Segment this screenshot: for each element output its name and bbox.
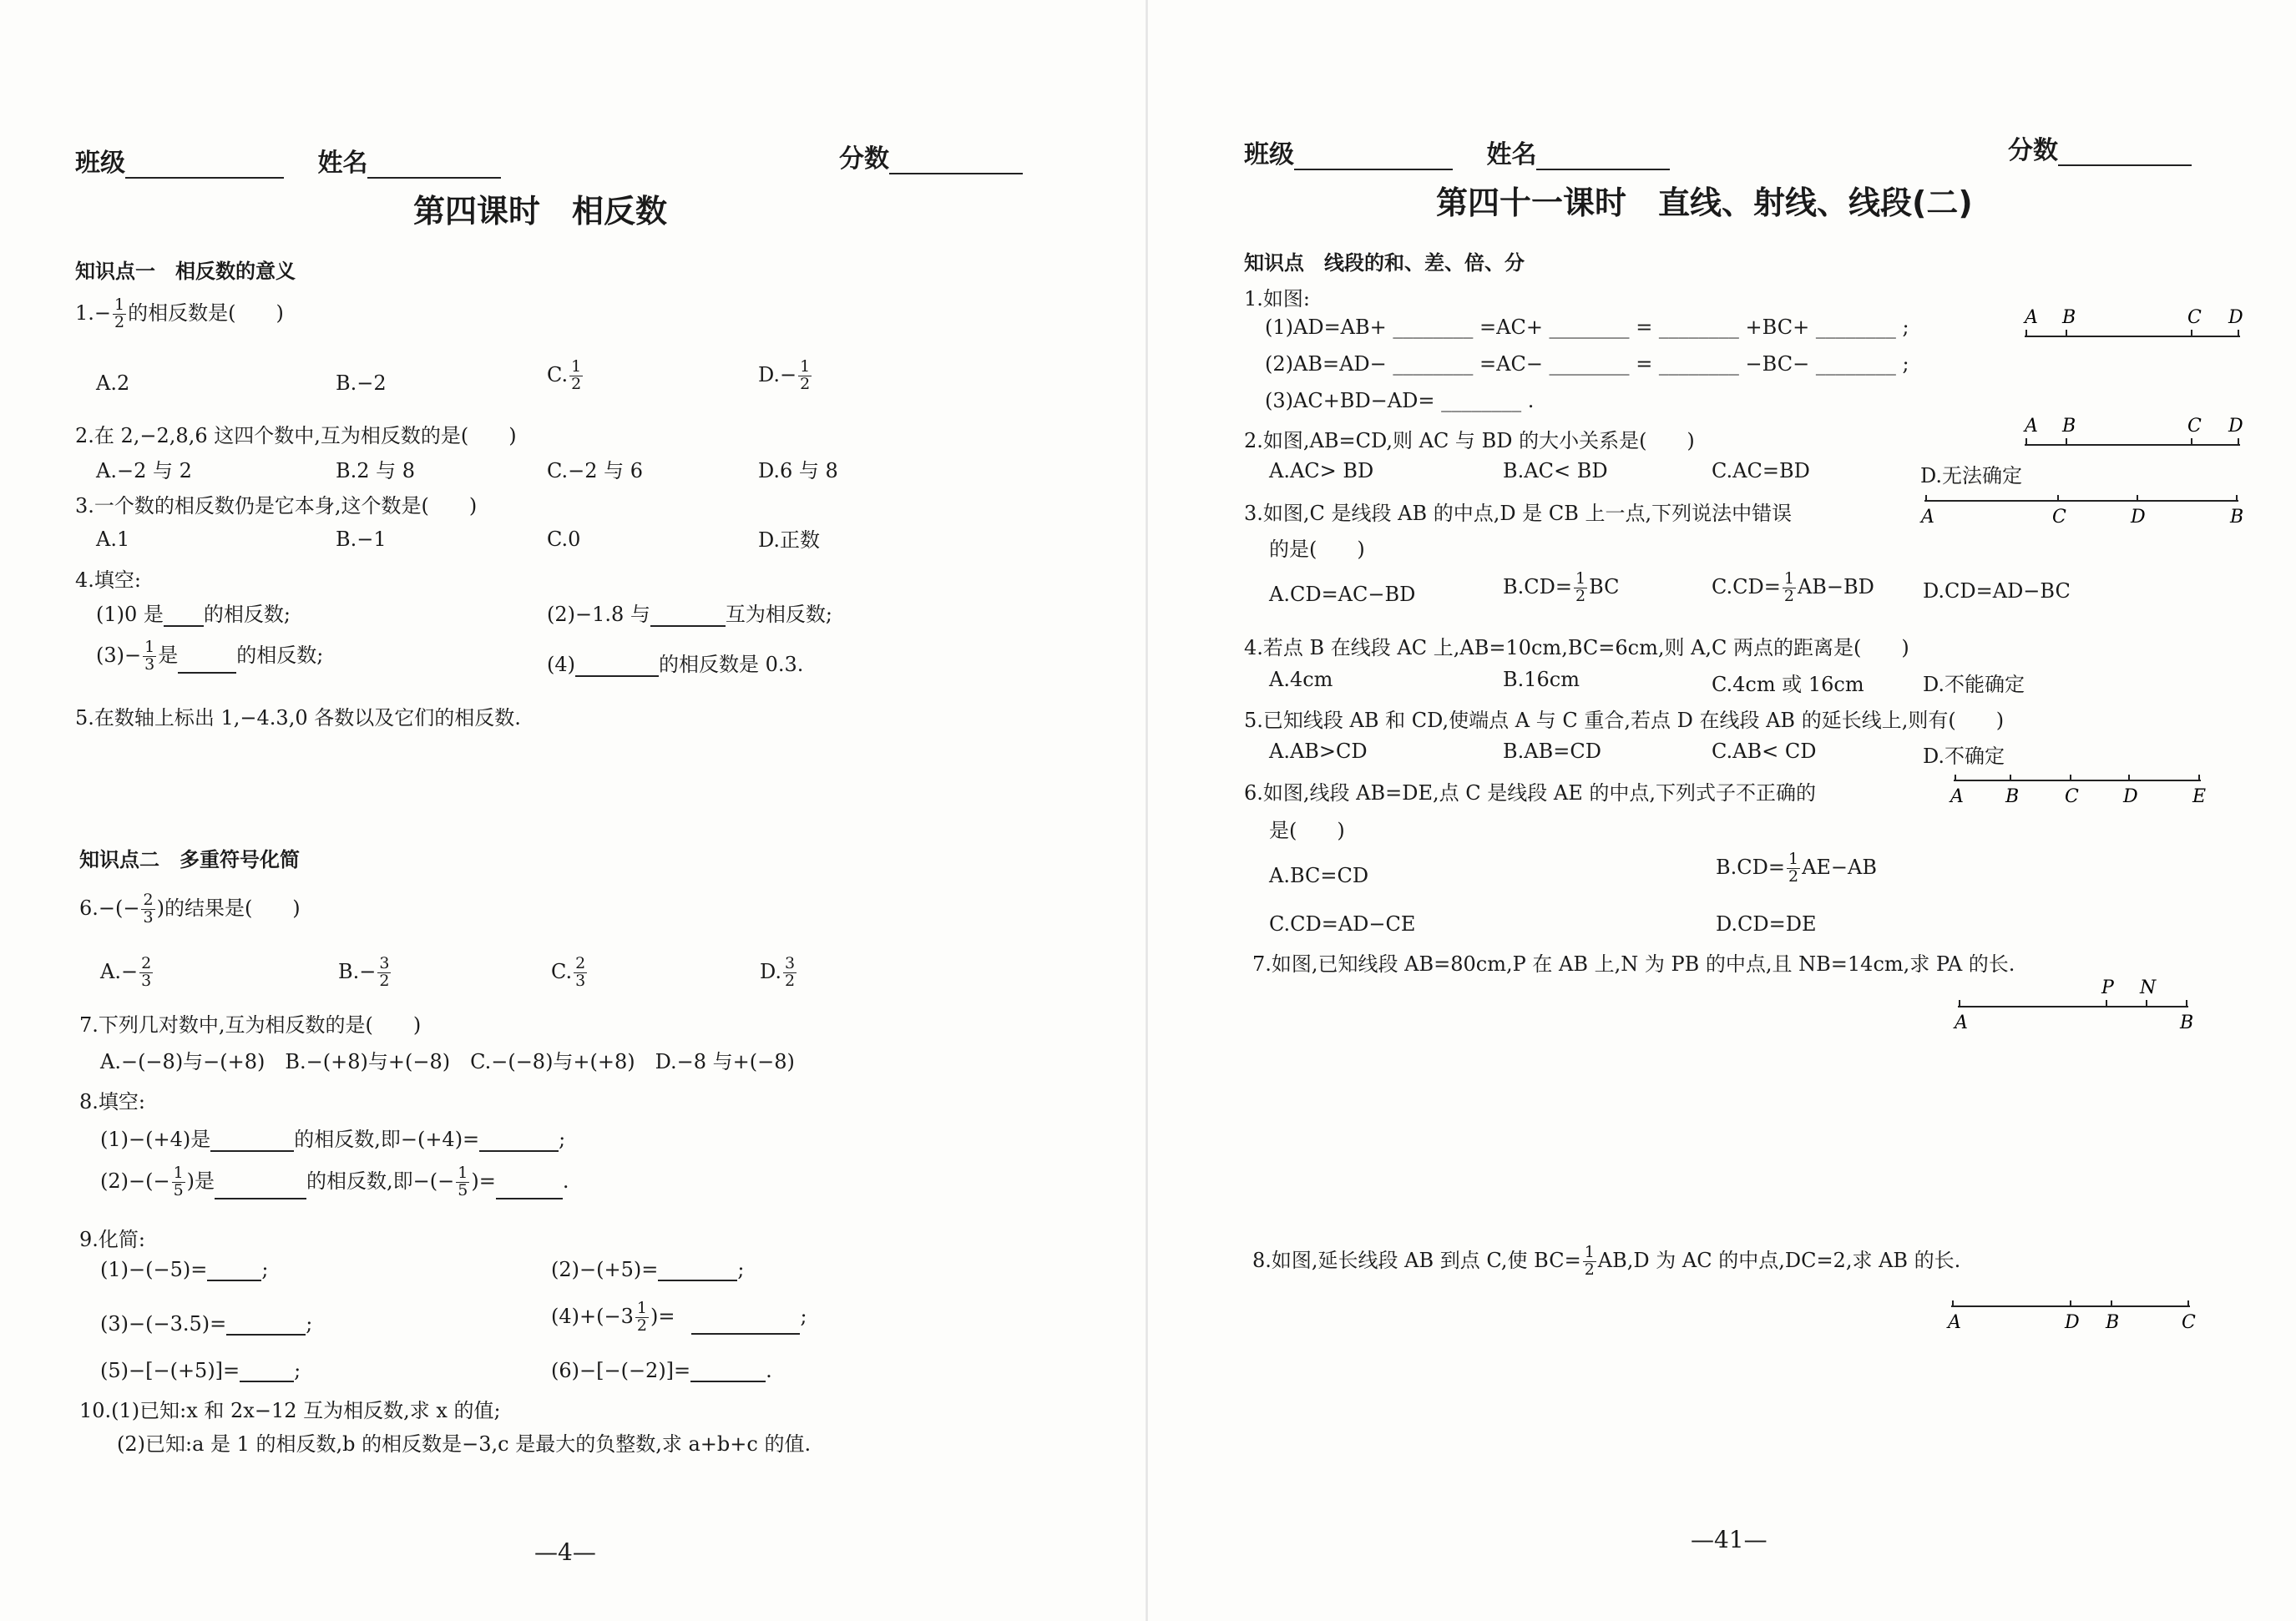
point-label: C (2052, 507, 2066, 528)
fraction (574, 956, 587, 990)
segment-diagram-q1 (2025, 305, 2242, 350)
question-10-part-2: (2)已知:a 是 1 的相反数,b 的相反数是−3,c 是最大的负整数,求 a+b+c 的值. (117, 1432, 812, 1456)
segment-svg (1948, 1298, 2196, 1340)
point-label: A (1948, 1312, 1961, 1333)
frac-num: 1 (114, 295, 125, 315)
q4-p3-b: 是 (158, 644, 179, 667)
semicolon: ; (294, 1359, 301, 1382)
q4-p4-b: 的相反数是 0.3. (659, 653, 804, 676)
q9-p3: (3)−(−3.5)= (100, 1312, 227, 1336)
fraction (139, 956, 153, 990)
answer-blank[interactable] (226, 1334, 306, 1336)
q6-d-label: D. (760, 959, 782, 983)
q8-p2-b: )是 (186, 1169, 215, 1193)
segment-svg (2025, 305, 2242, 346)
score-blank[interactable] (889, 173, 1023, 174)
q9-part-2 (551, 1258, 744, 1281)
q9-part-1 (100, 1258, 268, 1281)
question-7: 7.下列几对数中,互为相反数的是( ) (79, 1013, 422, 1037)
q3-option-b[interactable]: B.−1 (336, 528, 387, 551)
q4-part-4 (547, 648, 803, 677)
segment-diagram-q6 (1950, 772, 2207, 817)
q4-p1-a: (1)0 是 (96, 603, 164, 626)
q2-option-b[interactable]: B.2 与 8 (336, 459, 416, 482)
segment-svg (1921, 492, 2244, 534)
q5-option-c[interactable]: C.AB< CD (1712, 740, 1817, 763)
right-page (1148, 0, 2296, 1621)
frac-den: 2 (785, 971, 796, 990)
q6-option-d[interactable] (760, 956, 798, 990)
fraction (113, 297, 126, 331)
q6-option-c[interactable] (551, 956, 589, 990)
q8-part-a: 8.如图,延长线段 AB 到点 C,使 BC= (1252, 1249, 1581, 1272)
q3-option-d[interactable]: D.正数 (758, 528, 821, 552)
name-blank[interactable] (367, 177, 501, 179)
q9-part-6 (551, 1359, 772, 1382)
question-10-part-1: 10.(1)已知:x 和 2x−12 互为相反数,求 x 的值; (79, 1399, 501, 1422)
name-label: 姓名 (317, 149, 368, 178)
q3-b-expr: BC (1589, 574, 1620, 598)
segment-diagram-q3 (1921, 492, 2244, 538)
point-label: A (2025, 307, 2038, 328)
q9-p1: (1)−(−5)= (100, 1258, 208, 1281)
q2-option-d[interactable]: D.6 与 8 (758, 459, 838, 482)
question-8: 8.填空: (79, 1090, 145, 1113)
segment-svg (2025, 413, 2242, 455)
q8-p2-e: . (562, 1169, 569, 1193)
q6-option-d[interactable]: D.CD=DE (1716, 912, 1817, 936)
name-blank[interactable] (1536, 169, 1670, 170)
q8-part-b: AB,D 为 AC 的中点,DC=2,求 AB 的长. (1597, 1249, 1961, 1272)
q9-part-4 (551, 1300, 807, 1335)
frac-num: 1 (800, 357, 811, 376)
segment-diagram-q7 (1955, 977, 2194, 1038)
q4-option-d[interactable]: D.不能确定 (1923, 673, 2025, 696)
question-3: 3.一个数的相反数仍是它本身,这个数是( ) (75, 494, 478, 518)
q1-option-d[interactable] (758, 359, 813, 393)
q5-option-b[interactable]: B.AB=CD (1503, 740, 1601, 763)
q6-option-a[interactable]: A.BC=CD (1269, 864, 1369, 887)
class-label: 班级 (1244, 140, 1294, 169)
q8-part-2 (100, 1164, 569, 1199)
question-1: 1.如图: (1244, 287, 1310, 311)
q9-p4-b: )= (650, 1304, 675, 1328)
segment-svg (1955, 977, 2194, 1035)
class-label: 班级 (75, 149, 125, 178)
q1-line-1: (1)AD=AB+ ________ =AC+ ________ = ________ +BC+ ________ ; (1265, 316, 1909, 339)
q6-b-expr: AE−AB (1802, 855, 1878, 879)
score-label: 分数 (2008, 136, 2058, 165)
q4-option-b[interactable]: B.16cm (1503, 668, 1580, 691)
frac-num: 3 (785, 954, 796, 972)
fraction (143, 639, 156, 674)
page-title: 第四课时 相反数 (413, 193, 668, 230)
point-label: C (2187, 416, 2202, 437)
point-label: B (2230, 507, 2244, 528)
fraction (377, 956, 391, 990)
frac-den: 3 (575, 971, 586, 990)
q4-p2-a: (2)−1.8 与 (547, 603, 650, 626)
score-blank[interactable] (2058, 164, 2192, 166)
question-5: 5.已知线段 AB 和 CD,使端点 A 与 C 重合,若点 D 在线段 AB 的延长线上,则有( ) (1244, 709, 2005, 732)
q1-d-label: D.− (758, 362, 797, 386)
fraction (783, 956, 797, 990)
q6-stem-post: )的结果是( ) (156, 896, 301, 920)
fraction (172, 1165, 185, 1199)
q9-p4-a: (4)+(−3 (551, 1304, 634, 1328)
page-number: —41— (1691, 1526, 1768, 1553)
frac-num: 1 (1783, 569, 1794, 588)
question-8 (1252, 1244, 1960, 1279)
q7-options[interactable]: A.−(−8)与−(+8) B.−(+8)与+(−8) C.−(−8)与+(+8) D.−8 与+(−8) (100, 1050, 795, 1073)
question-2: 2.如图,AB=CD,则 AC 与 BD 的大小关系是( ) (1244, 429, 1695, 452)
question-9: 9.化简: (79, 1228, 145, 1251)
score-row (2008, 129, 2192, 166)
header-row (1244, 134, 1670, 170)
fraction (1787, 851, 1800, 886)
frac-num: 1 (144, 638, 155, 657)
question-6 (79, 891, 301, 927)
frac-den: 2 (636, 1315, 647, 1335)
fraction (798, 359, 812, 393)
question-3-line-1: 3.如图,C 是线段 AB 的中点,D 是 CB 上一点,下列说法中错误 (1244, 502, 1793, 525)
q8-p1-a: (1)−(+4)是 (100, 1128, 211, 1151)
q6-option-b[interactable] (1716, 851, 1877, 886)
semicolon: ; (306, 1312, 313, 1336)
frac-num: 1 (1788, 850, 1799, 868)
question-3-line-2: 的是( ) (1269, 538, 1365, 561)
frac-den: 2 (379, 971, 390, 990)
answer-blank[interactable] (164, 625, 204, 627)
question-2: 2.在 2,−2,8,6 这四个数中,互为相反数的是( ) (75, 424, 517, 447)
point-label: D (2065, 1312, 2080, 1333)
q6-option-a[interactable] (100, 956, 154, 990)
segment-diagram-q2 (2025, 413, 2242, 458)
frac-num: 1 (1584, 1243, 1595, 1262)
q6-option-b[interactable] (338, 956, 392, 990)
frac-num: 1 (173, 1164, 184, 1183)
point-label: A (1950, 786, 1964, 807)
frac-num: 1 (458, 1164, 468, 1183)
point-label: B (2005, 786, 2020, 807)
frac-den: 2 (1783, 586, 1794, 605)
frac-den: 2 (1584, 1260, 1595, 1279)
question-6-line-2: 是( ) (1269, 819, 1345, 842)
answer-blank[interactable] (575, 675, 659, 677)
fraction (1783, 571, 1796, 605)
answer-blank[interactable] (240, 1381, 294, 1382)
q1-stem-post: 的相反数是( ) (128, 301, 284, 325)
q2-option-a[interactable]: A.−2 与 2 (96, 459, 192, 482)
answer-blank[interactable] (479, 1150, 559, 1152)
semicolon: ; (737, 1258, 745, 1281)
fraction (1574, 571, 1587, 605)
point-label: B (2180, 1012, 2194, 1033)
frac-num: 2 (143, 891, 154, 910)
q6-option-c[interactable]: C.CD=AD−CE (1269, 912, 1416, 936)
point-label: E (2192, 786, 2207, 807)
q6-b-label: B.− (338, 959, 377, 983)
q5-option-a[interactable]: A.AB>CD (1269, 740, 1368, 763)
q3-option-c[interactable] (1712, 571, 1874, 605)
point-label: A (2025, 416, 2038, 437)
q1-option-c[interactable] (547, 359, 584, 393)
q9-part-3 (100, 1312, 312, 1336)
answer-blank[interactable] (178, 672, 236, 674)
q2-option-c[interactable]: C.AC=BD (1712, 459, 1810, 482)
frac-den: 3 (144, 655, 155, 674)
question-5: 5.在数轴上标出 1,−4.3,0 各数以及它们的相反数. (75, 706, 521, 730)
class-blank[interactable] (125, 177, 284, 179)
point-label: C (2065, 786, 2079, 807)
q1-line-2: (2)AB=AD− ________ =AC− ________ = ________ −BC− ________ ; (1265, 352, 1909, 376)
answer-blank[interactable] (690, 1381, 766, 1382)
q4-option-a[interactable]: A.4cm (1269, 668, 1333, 691)
point-label: P (2101, 977, 2114, 998)
q8-part-1 (100, 1123, 565, 1152)
q1-c-label: C. (547, 362, 569, 386)
point-label: B (2106, 1312, 2120, 1333)
question-4: 4.填空: (75, 568, 141, 592)
frac-den: 2 (1575, 586, 1586, 605)
q8-p2-a: (2)−(− (100, 1169, 170, 1193)
frac-den: 2 (800, 374, 811, 393)
question-1 (75, 296, 284, 331)
frac-den: 3 (143, 908, 154, 927)
point-label: B (2062, 416, 2076, 437)
period: . (766, 1359, 772, 1382)
q4-p4-a: (4) (547, 653, 575, 676)
q2-option-a[interactable]: A.AC> BD (1269, 459, 1374, 482)
frac-den: 3 (141, 971, 152, 990)
question-4: 4.若点 B 在线段 AC 上,AB=10cm,BC=6cm,则 A,C 两点的距离是( ) (1244, 636, 1909, 659)
section-title-2: 知识点二 多重符号化简 (79, 848, 300, 871)
q8-p1-c: ; (559, 1128, 566, 1151)
frac-den: 2 (571, 374, 582, 393)
semicolon: ; (800, 1304, 807, 1328)
name-label: 姓名 (1486, 140, 1537, 169)
frac-num: 1 (571, 357, 582, 376)
frac-num: 1 (636, 1299, 647, 1317)
answer-blank[interactable] (215, 1198, 306, 1199)
section-title: 知识点 线段的和、差、倍、分 (1244, 251, 1525, 275)
point-label: C (2182, 1312, 2196, 1333)
point-label: B (2062, 307, 2076, 328)
page-number: —4— (534, 1538, 596, 1566)
q9-p2: (2)−(+5)= (551, 1258, 659, 1281)
score-row (839, 138, 1023, 174)
q1-stem-pre: 1.− (75, 301, 112, 325)
point-label: A (1955, 1012, 1968, 1033)
q8-p2-c: 的相反数,即−(− (306, 1169, 455, 1193)
q8-p2-d: )= (471, 1169, 496, 1193)
q5-option-d[interactable]: D.不确定 (1923, 745, 2005, 768)
q3-c-expr: AB−BD (1797, 574, 1874, 598)
point-label: A (1921, 507, 1934, 528)
answer-blank[interactable] (650, 625, 726, 627)
score-label: 分数 (839, 144, 889, 174)
q4-p1-b: 的相反数; (203, 603, 291, 626)
frac-den: 2 (1788, 866, 1799, 886)
point-label: D (2228, 416, 2243, 437)
q4-option-c[interactable]: C.4cm 或 16cm (1712, 673, 1864, 696)
q6-a-label: A.− (100, 959, 139, 983)
q3-option-c[interactable]: C.0 (547, 528, 581, 551)
answer-blank[interactable] (691, 1333, 800, 1335)
q2-option-b[interactable]: B.AC< BD (1503, 459, 1608, 482)
q2-option-d[interactable]: D.无法确定 (1920, 464, 2023, 487)
q3-option-a[interactable]: A.CD=AC−BD (1269, 583, 1416, 606)
q3-c-label: C.CD= (1712, 574, 1781, 598)
q4-p2-b: 互为相反数; (725, 603, 832, 626)
point-label: D (2123, 786, 2138, 807)
frac-num: 2 (141, 954, 152, 972)
q4-part-3 (96, 639, 323, 674)
q1-option-b[interactable]: B.−2 (336, 371, 387, 395)
fraction (456, 1165, 469, 1199)
q8-p1-b: 的相反数,即−(+4)= (294, 1128, 480, 1151)
q3-option-b[interactable] (1503, 571, 1620, 605)
frac-num: 1 (1575, 569, 1586, 588)
q6-stem-pre: 6.−(− (79, 896, 140, 920)
q9-part-5 (100, 1359, 301, 1382)
frac-num: 2 (575, 954, 586, 972)
fraction (569, 359, 583, 393)
q3-option-d[interactable]: D.CD=AD−BC (1923, 579, 2071, 603)
segment-diagram-q8 (1948, 1298, 2196, 1343)
class-blank[interactable] (1294, 169, 1453, 170)
q2-option-c[interactable]: C.−2 与 6 (547, 459, 644, 482)
page-title: 第四十一课时 直线、射线、线段(二) (1436, 184, 1973, 221)
q4-p3-a: (3)− (96, 644, 142, 667)
header-row (75, 142, 501, 179)
q3-b-label: B.CD= (1503, 574, 1572, 598)
q1-line-3: (3)AC+BD−AD= ________ . (1265, 389, 1535, 412)
point-label: N (2140, 977, 2157, 998)
fraction (635, 1300, 649, 1335)
q6-b-label: B.CD= (1716, 855, 1785, 879)
q9-p6: (6)−[−(−2)]= (551, 1359, 691, 1382)
answer-blank[interactable] (496, 1198, 563, 1199)
frac-num: 3 (379, 954, 390, 972)
answer-blank[interactable] (210, 1150, 294, 1152)
answer-blank[interactable] (658, 1280, 737, 1281)
frac-den: 2 (114, 313, 125, 331)
frac-den: 5 (173, 1181, 184, 1199)
semicolon: ; (261, 1258, 269, 1281)
fraction (1583, 1245, 1596, 1279)
q1-option-a[interactable]: A.2 (96, 371, 130, 395)
frac-den: 5 (458, 1181, 468, 1199)
section-title-1: 知识点一 相反数的意义 (75, 260, 296, 283)
q3-option-a[interactable]: A.1 (96, 528, 130, 551)
q9-p5: (5)−[−(+5)]= (100, 1359, 240, 1382)
point-label: C (2187, 307, 2202, 328)
answer-blank[interactable] (207, 1280, 261, 1281)
q4-p3-c: 的相反数; (236, 644, 324, 667)
point-label: D (2131, 507, 2146, 528)
q4-part-2 (547, 598, 832, 627)
segment-svg (1950, 772, 2207, 814)
point-label: D (2228, 307, 2243, 328)
fraction (141, 892, 154, 927)
q4-part-1 (96, 598, 291, 627)
q6-c-label: C. (551, 959, 573, 983)
question-6-line-1: 6.如图,线段 AB=DE,点 C 是线段 AE 的中点,下列式子不正确的 (1244, 781, 1816, 805)
question-7: 7.如图,已知线段 AB=80cm,P 在 AB 上,N 为 PB 的中点,且 NB=14cm,求 PA 的长. (1252, 952, 2015, 976)
